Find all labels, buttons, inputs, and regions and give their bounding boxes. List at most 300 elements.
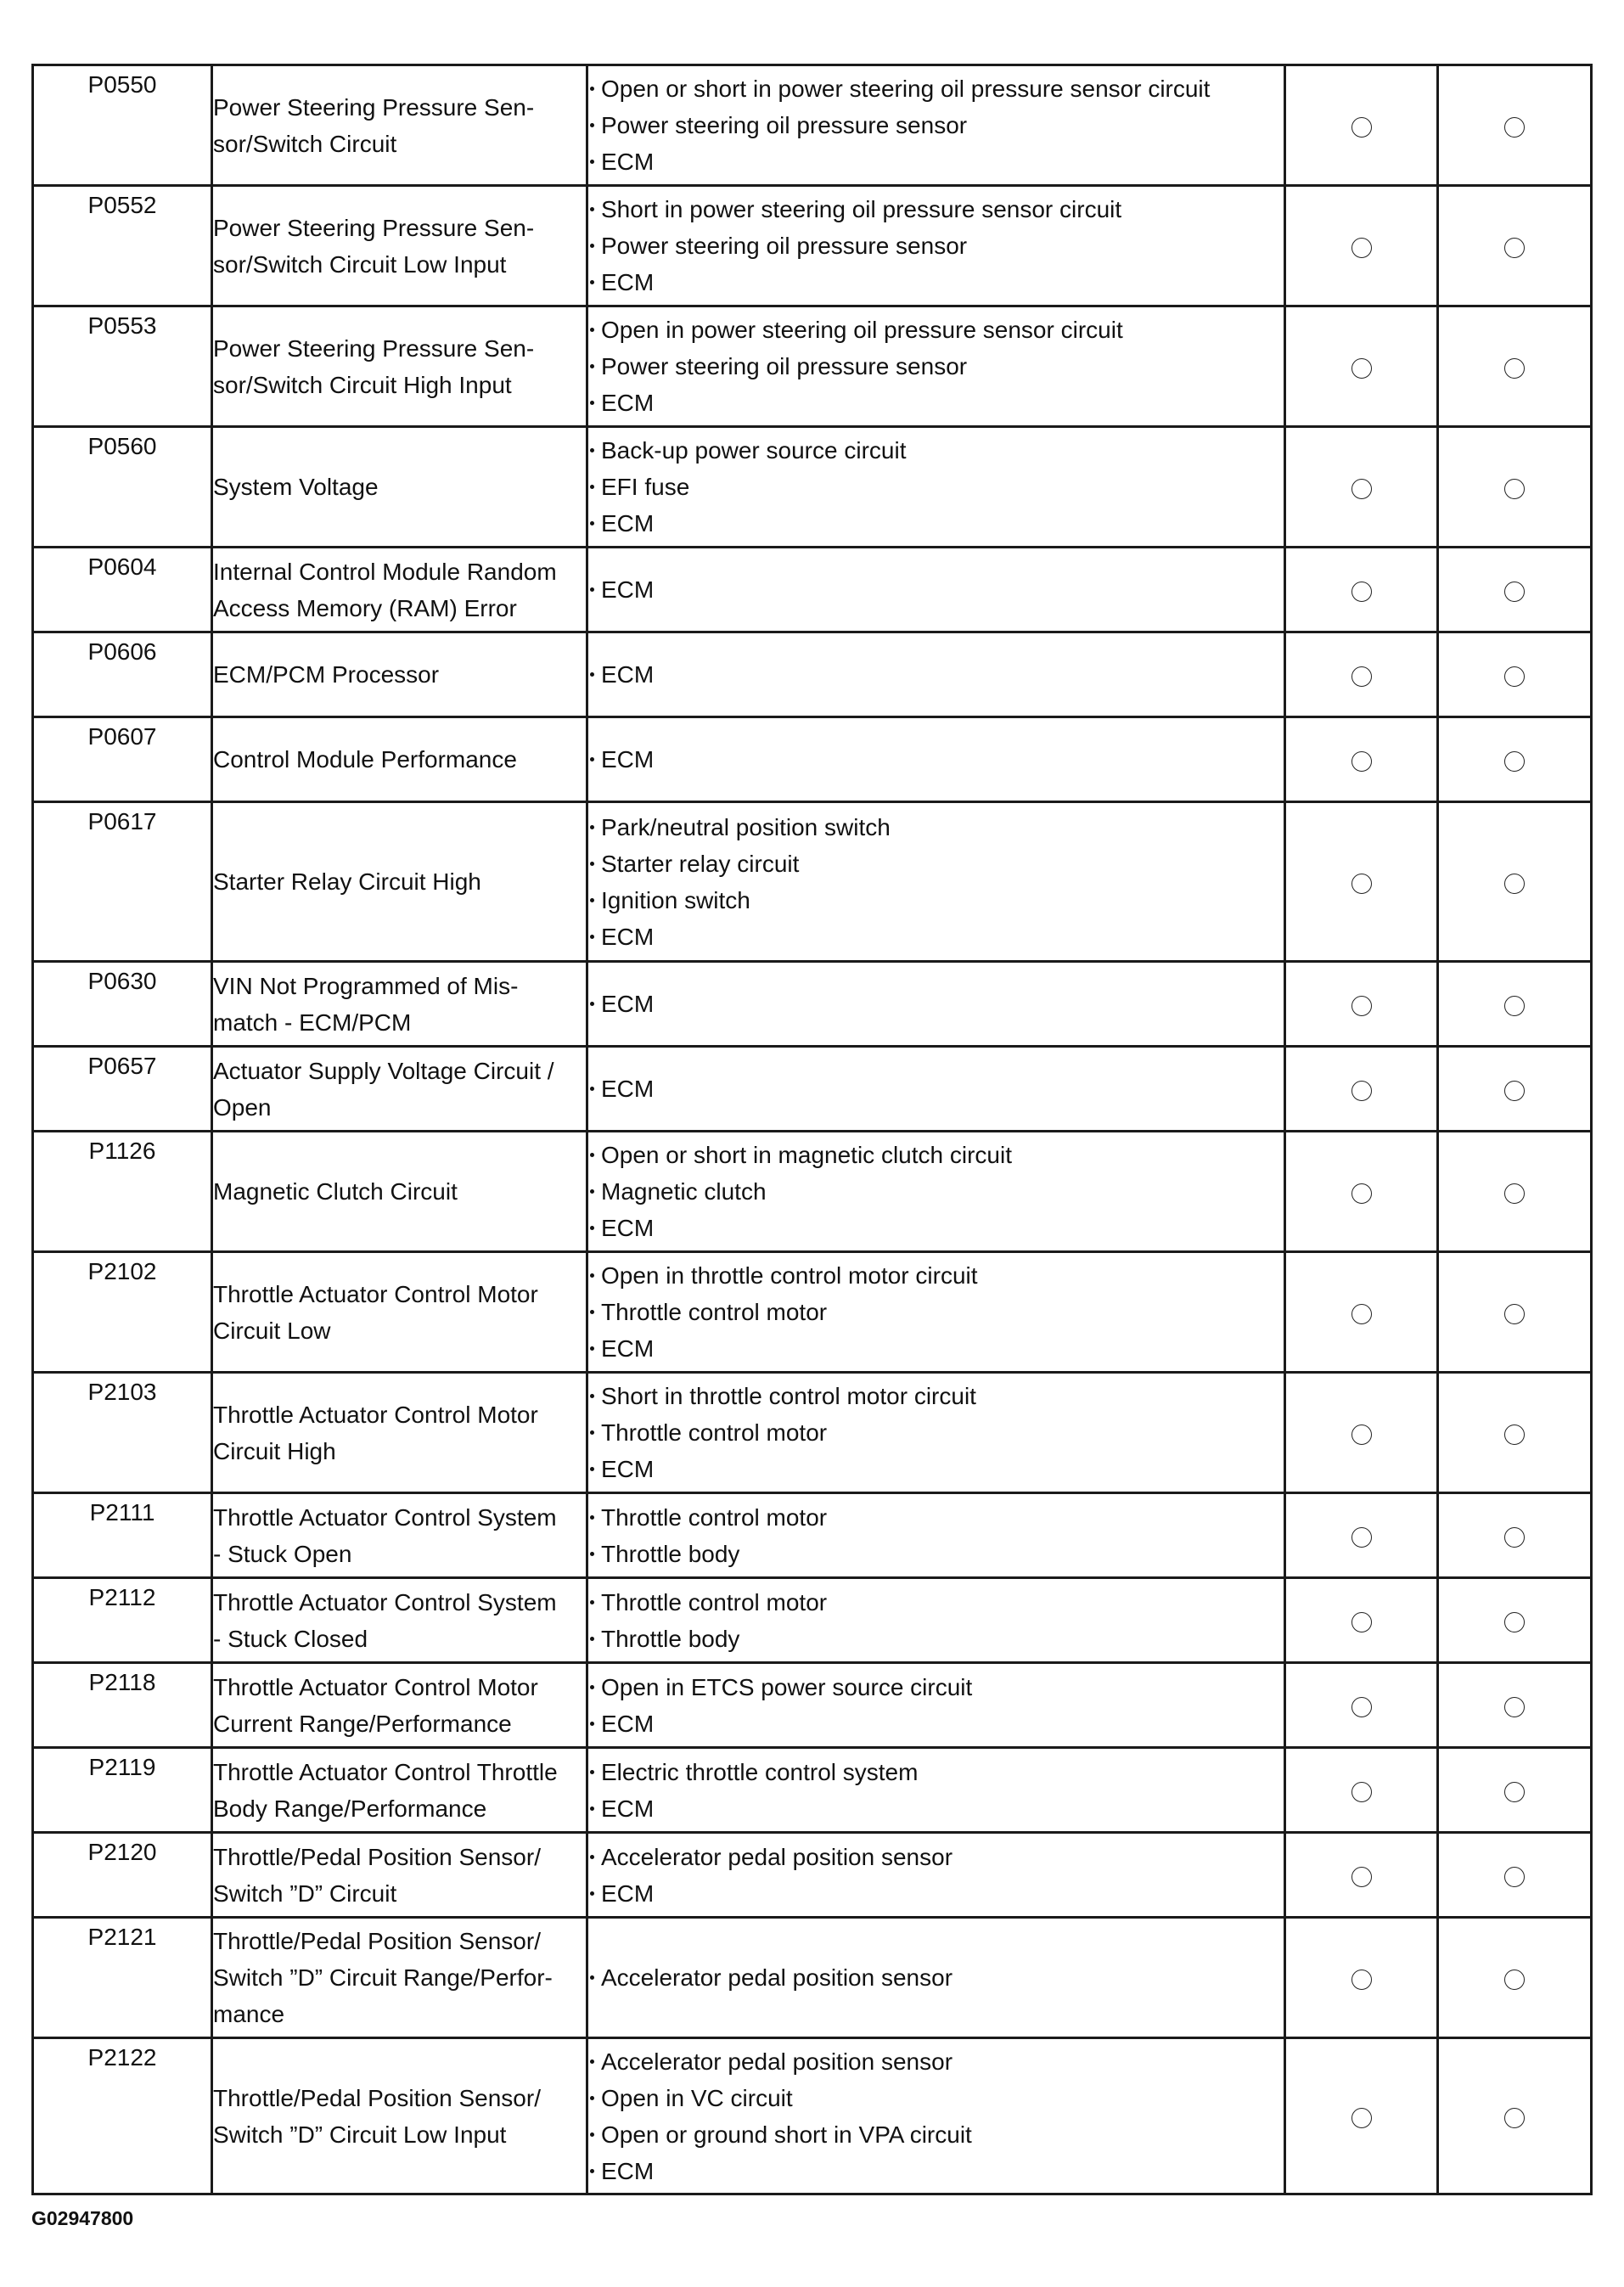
- trouble-area-text: Throttle control motor: [601, 1588, 828, 1616]
- bullet-icon: [590, 1552, 594, 1556]
- detection-item: [212, 632, 587, 717]
- trouble-area-text: Open in ETCS power source circuit: [601, 1673, 973, 1700]
- trouble-area-text: ECM: [601, 1710, 655, 1737]
- table-row: [33, 427, 1592, 548]
- trouble-area-text: ECM: [601, 746, 655, 773]
- trouble-area-item: [588, 1790, 1284, 1827]
- detection-item-line: sor/Switch Circuit Low Input: [213, 250, 507, 278]
- circle-icon: [1504, 1081, 1525, 1101]
- memory-indicator-cell: [1438, 802, 1592, 962]
- bullet-icon: [590, 1855, 594, 1859]
- detection-item-line: Switch ”D” Circuit Low Input: [213, 2121, 507, 2148]
- bullet-icon: [590, 160, 594, 164]
- trouble-area-item: [588, 1705, 1284, 1742]
- table-row: [33, 802, 1592, 962]
- bullet-icon: [590, 1722, 594, 1726]
- trouble-area-text: Park/neutral position switch: [601, 813, 891, 840]
- detection-item: [212, 1132, 587, 1252]
- trouble-area-text: ECM: [601, 390, 655, 416]
- bullet-icon: [590, 280, 594, 284]
- trouble-area-item: [588, 919, 1284, 955]
- trouble-area-text: Throttle control motor: [601, 1419, 828, 1446]
- trouble-area-text: Short in throttle control motor circuit: [601, 1383, 976, 1409]
- trouble-area-item: [588, 264, 1284, 301]
- mil-indicator-cell: [1285, 1833, 1438, 1918]
- circle-icon: [1351, 358, 1372, 379]
- memory-indicator-cell: [1438, 632, 1592, 717]
- trouble-area: [587, 1252, 1285, 1373]
- trouble-area-text: ECM: [601, 1456, 655, 1482]
- trouble-area: [587, 1047, 1285, 1132]
- mil-indicator-cell: [1285, 802, 1438, 962]
- bullet-icon: [590, 1153, 594, 1157]
- memory-indicator-cell: [1438, 1833, 1592, 1918]
- trouble-area-text: ECM: [601, 923, 655, 950]
- trouble-area-item: [588, 70, 1284, 107]
- trouble-area-item: [588, 1621, 1284, 1657]
- detection-item-line: Internal Control Module Random: [213, 558, 557, 585]
- trouble-area: [587, 1373, 1285, 1493]
- bullet-icon: [590, 1394, 594, 1398]
- detection-item: [212, 1663, 587, 1748]
- trouble-area-text: Throttle control motor: [601, 1299, 828, 1325]
- trouble-area-item: [588, 2080, 1284, 2116]
- circle-icon: [1504, 582, 1525, 602]
- trouble-area-item: [588, 1378, 1284, 1414]
- mil-indicator-cell: [1285, 1373, 1438, 1493]
- bullet-icon: [590, 87, 594, 91]
- bullet-icon: [590, 757, 594, 761]
- mil-indicator-cell: [1285, 306, 1438, 427]
- table-row: [33, 1373, 1592, 1493]
- trouble-area-item: [588, 107, 1284, 143]
- trouble-area-item: [588, 656, 1284, 693]
- mil-indicator-cell: [1285, 548, 1438, 632]
- bullet-icon: [590, 1002, 594, 1006]
- trouble-area-item: [588, 1536, 1284, 1572]
- circle-icon: [1351, 996, 1372, 1016]
- trouble-area-item: [588, 1669, 1284, 1705]
- trouble-area-text: Open in VC circuit: [601, 2084, 793, 2111]
- trouble-area-text: Magnetic clutch: [601, 1178, 767, 1205]
- trouble-area: [587, 717, 1285, 802]
- detection-item-line: ECM/PCM Processor: [213, 661, 440, 688]
- circle-icon: [1504, 1183, 1525, 1204]
- circle-icon: [1351, 1970, 1372, 1990]
- mil-indicator-cell: [1285, 1663, 1438, 1748]
- trouble-area: [587, 186, 1285, 306]
- bullet-icon: [590, 2169, 594, 2173]
- trouble-area-text: Back-up power source circuit: [601, 437, 907, 464]
- trouble-area-item: [588, 1330, 1284, 1367]
- detection-item-line: Throttle Actuator Control Motor: [213, 1673, 538, 1700]
- bullet-icon: [590, 1891, 594, 1896]
- circle-icon: [1351, 1424, 1372, 1445]
- table-row: [33, 1918, 1592, 2038]
- circle-icon: [1351, 1527, 1372, 1548]
- detection-item: [212, 427, 587, 548]
- trouble-area-item: [588, 143, 1284, 180]
- bullet-icon: [590, 1600, 594, 1604]
- detection-item: [212, 1047, 587, 1132]
- bullet-icon: [590, 1226, 594, 1230]
- detection-item: [212, 802, 587, 962]
- table-row: [33, 962, 1592, 1047]
- detection-item-line: Throttle/Pedal Position Sensor/: [213, 2084, 541, 2111]
- table-row: [33, 1493, 1592, 1578]
- trouble-area: [587, 802, 1285, 962]
- trouble-area-item: [588, 348, 1284, 385]
- trouble-area-item: [588, 2043, 1284, 2080]
- figure-id: G02947800: [31, 2207, 134, 2229]
- circle-icon: [1504, 479, 1525, 499]
- mil-indicator-cell: [1285, 1578, 1438, 1663]
- trouble-area-text: Ignition switch: [601, 886, 750, 913]
- circle-icon: [1351, 117, 1372, 138]
- bullet-icon: [590, 898, 594, 902]
- trouble-area-text: Open or ground short in VPA circuit: [601, 2121, 972, 2148]
- memory-indicator-cell: [1438, 306, 1592, 427]
- trouble-area-item: [588, 2116, 1284, 2153]
- detection-item: [212, 2038, 587, 2194]
- circle-icon: [1351, 1183, 1372, 1204]
- trouble-area-text: ECM: [601, 1076, 655, 1102]
- circle-icon: [1504, 117, 1525, 138]
- trouble-area-item: [588, 1137, 1284, 1173]
- trouble-area-item: [588, 312, 1284, 348]
- dtc-code: P0607: [33, 717, 212, 802]
- bullet-icon: [590, 2132, 594, 2137]
- table-row: [33, 632, 1592, 717]
- detection-item-line: sor/Switch Circuit: [213, 130, 397, 157]
- trouble-area-text: ECM: [601, 991, 655, 1017]
- detection-item-line: match - ECM/PCM: [213, 1009, 412, 1036]
- dtc-table-body: [33, 65, 1592, 2194]
- memory-indicator-cell: [1438, 1132, 1592, 1252]
- dtc-code: P0552: [33, 186, 212, 306]
- detection-item-line: System Voltage: [213, 474, 379, 500]
- dtc-code: P0604: [33, 548, 212, 632]
- trouble-area-text: ECM: [601, 1215, 655, 1241]
- table-row: [33, 1748, 1592, 1833]
- mil-indicator-cell: [1285, 186, 1438, 306]
- bullet-icon: [590, 244, 594, 248]
- memory-indicator-cell: [1438, 1047, 1592, 1132]
- detection-item-line: Circuit High: [213, 1437, 336, 1464]
- mil-indicator-cell: [1285, 1047, 1438, 1132]
- detection-item-line: Magnetic Clutch Circuit: [213, 1178, 458, 1205]
- trouble-area-item: [588, 1070, 1284, 1107]
- memory-indicator-cell: [1438, 962, 1592, 1047]
- dtc-code: P2119: [33, 1748, 212, 1833]
- dtc-code: P0550: [33, 65, 212, 186]
- trouble-area-text: ECM: [601, 149, 655, 175]
- mil-indicator-cell: [1285, 1132, 1438, 1252]
- bullet-icon: [590, 587, 594, 592]
- circle-icon: [1351, 751, 1372, 772]
- mil-indicator-cell: [1285, 1493, 1438, 1578]
- dtc-code: P0657: [33, 1047, 212, 1132]
- circle-icon: [1504, 1970, 1525, 1990]
- bullet-icon: [590, 1273, 594, 1278]
- memory-indicator-cell: [1438, 548, 1592, 632]
- trouble-area-item: [588, 1839, 1284, 1875]
- bullet-icon: [590, 935, 594, 939]
- table-row: [33, 1132, 1592, 1252]
- trouble-area-item: [588, 1173, 1284, 1210]
- memory-indicator-cell: [1438, 1493, 1592, 1578]
- trouble-area-item: [588, 1257, 1284, 1294]
- trouble-area-item: [588, 882, 1284, 919]
- bullet-icon: [590, 1467, 594, 1471]
- trouble-area: [587, 632, 1285, 717]
- circle-icon: [1351, 479, 1372, 499]
- trouble-area-item: [588, 1875, 1284, 1912]
- detection-item-line: Throttle Actuator Control Motor: [213, 1401, 538, 1428]
- table-row: [33, 186, 1592, 306]
- detection-item: [212, 1252, 587, 1373]
- dtc-code: P2120: [33, 1833, 212, 1918]
- mil-indicator-cell: [1285, 2038, 1438, 2194]
- bullet-icon: [590, 485, 594, 489]
- trouble-area-text: Throttle control motor: [601, 1503, 828, 1531]
- table-row: [33, 1252, 1592, 1373]
- table-row: [33, 65, 1592, 186]
- mil-indicator-cell: [1285, 1748, 1438, 1833]
- trouble-area-item: [588, 1959, 1284, 1996]
- detection-item-line: Circuit Low: [213, 1317, 331, 1344]
- trouble-area-item: [588, 1210, 1284, 1246]
- circle-icon: [1504, 2108, 1525, 2128]
- table-row: [33, 2038, 1592, 2194]
- mil-indicator-cell: [1285, 1252, 1438, 1373]
- detection-item: [212, 65, 587, 186]
- circle-icon: [1351, 666, 1372, 687]
- trouble-area-text: ECM: [601, 269, 655, 295]
- trouble-area: [587, 1748, 1285, 1833]
- table-row: [33, 306, 1592, 427]
- dtc-code: P2102: [33, 1252, 212, 1373]
- bullet-icon: [590, 1346, 594, 1351]
- bullet-icon: [590, 2059, 594, 2064]
- bullet-icon: [590, 1807, 594, 1811]
- mil-indicator-cell: [1285, 1918, 1438, 2038]
- trouble-area: [587, 1578, 1285, 1663]
- bullet-icon: [590, 672, 594, 677]
- detection-item: [212, 548, 587, 632]
- trouble-area-item: [588, 1499, 1284, 1536]
- mil-indicator-cell: [1285, 632, 1438, 717]
- detection-item-line: Throttle Actuator Control System: [213, 1588, 557, 1616]
- bullet-icon: [590, 448, 594, 452]
- trouble-area-item: [588, 505, 1284, 542]
- trouble-area-text: Starter relay circuit: [601, 850, 800, 877]
- detection-item-line: Switch ”D” Circuit: [213, 1880, 397, 1907]
- trouble-area-item: [588, 469, 1284, 505]
- trouble-area: [587, 1918, 1285, 2038]
- trouble-area-text: ECM: [601, 1880, 655, 1907]
- circle-icon: [1504, 874, 1525, 894]
- detection-item-line: Access Memory (RAM) Error: [213, 594, 517, 621]
- detection-item: [212, 962, 587, 1047]
- circle-icon: [1504, 1867, 1525, 1887]
- memory-indicator-cell: [1438, 186, 1592, 306]
- trouble-area-item: [588, 191, 1284, 228]
- circle-icon: [1504, 1697, 1525, 1717]
- circle-icon: [1351, 1304, 1372, 1324]
- trouble-area-item: [588, 846, 1284, 882]
- circle-icon: [1351, 1081, 1372, 1101]
- trouble-area-item: [588, 809, 1284, 846]
- dtc-code: P2111: [33, 1493, 212, 1578]
- trouble-area-text: EFI fuse: [601, 474, 690, 500]
- trouble-area-text: Open in power steering oil pressure sensor circuit: [601, 317, 1123, 343]
- trouble-area: [587, 306, 1285, 427]
- detection-item: [212, 1918, 587, 2038]
- dtc-code: P0553: [33, 306, 212, 427]
- detection-item-line: Control Module Performance: [213, 746, 517, 773]
- dtc-code: P2118: [33, 1663, 212, 1748]
- mil-indicator-cell: [1285, 717, 1438, 802]
- circle-icon: [1351, 238, 1372, 258]
- trouble-area-item: [588, 571, 1284, 608]
- table-row: [33, 717, 1592, 802]
- trouble-area-text: Throttle body: [601, 1625, 740, 1652]
- memory-indicator-cell: [1438, 1252, 1592, 1373]
- trouble-area: [587, 427, 1285, 548]
- circle-icon: [1351, 2108, 1372, 2128]
- dtc-code: P2122: [33, 2038, 212, 2194]
- detection-item-line: Throttle Actuator Control System: [213, 1503, 557, 1531]
- detection-item-line: Throttle/Pedal Position Sensor/: [213, 1928, 541, 1954]
- dtc-code: P0606: [33, 632, 212, 717]
- circle-icon: [1351, 1782, 1372, 1802]
- table-row: [33, 1833, 1592, 1918]
- trouble-area-text: Power steering oil pressure sensor: [601, 353, 968, 379]
- circle-icon: [1504, 666, 1525, 687]
- bullet-icon: [590, 521, 594, 525]
- trouble-area-text: ECM: [601, 1795, 655, 1822]
- circle-icon: [1504, 1527, 1525, 1548]
- trouble-area-item: [588, 986, 1284, 1022]
- circle-icon: [1351, 874, 1372, 894]
- table-row: [33, 1663, 1592, 1748]
- trouble-area: [587, 65, 1285, 186]
- detection-item-line: Open: [213, 1093, 272, 1121]
- detection-item-line: Throttle Actuator Control Motor: [213, 1280, 538, 1307]
- trouble-area-item: [588, 1414, 1284, 1451]
- detection-item-line: Power Steering Pressure Sen-: [213, 214, 535, 241]
- bullet-icon: [590, 1430, 594, 1435]
- detection-item-line: Actuator Supply Voltage Circuit /: [213, 1057, 554, 1084]
- bullet-icon: [590, 1310, 594, 1314]
- detection-item-line: Power Steering Pressure Sen-: [213, 334, 535, 362]
- bullet-icon: [590, 2096, 594, 2100]
- detection-item-line: Current Range/Performance: [213, 1710, 512, 1737]
- trouble-area-text: Accelerator pedal position sensor: [601, 1843, 953, 1870]
- bullet-icon: [590, 825, 594, 829]
- trouble-area-item: [588, 432, 1284, 469]
- detection-item-line: VIN Not Programmed of Mis-: [213, 972, 519, 999]
- dtc-code: P2103: [33, 1373, 212, 1493]
- trouble-area: [587, 548, 1285, 632]
- detection-item-line: Starter Relay Circuit High: [213, 868, 481, 895]
- trouble-area-item: [588, 228, 1284, 264]
- detection-item-line: - Stuck Open: [213, 1540, 352, 1567]
- detection-item: [212, 306, 587, 427]
- trouble-area-item: [588, 2153, 1284, 2189]
- bullet-icon: [590, 364, 594, 368]
- detection-item-line: sor/Switch Circuit High Input: [213, 371, 512, 398]
- memory-indicator-cell: [1438, 1578, 1592, 1663]
- circle-icon: [1504, 1424, 1525, 1445]
- detection-item-line: - Stuck Closed: [213, 1625, 368, 1652]
- bullet-icon: [590, 123, 594, 127]
- table-row: [33, 1047, 1592, 1132]
- circle-icon: [1504, 238, 1525, 258]
- bullet-icon: [590, 401, 594, 405]
- mil-indicator-cell: [1285, 65, 1438, 186]
- bullet-icon: [590, 1189, 594, 1194]
- detection-item-line: Body Range/Performance: [213, 1795, 487, 1822]
- circle-icon: [1351, 582, 1372, 602]
- circle-icon: [1351, 1697, 1372, 1717]
- trouble-area: [587, 962, 1285, 1047]
- trouble-area-text: ECM: [601, 510, 655, 537]
- dtc-code: P0617: [33, 802, 212, 962]
- trouble-area-text: ECM: [601, 576, 655, 603]
- detection-item: [212, 1493, 587, 1578]
- detection-item: [212, 1833, 587, 1918]
- trouble-area-text: ECM: [601, 661, 655, 688]
- detection-item: [212, 1578, 587, 1663]
- memory-indicator-cell: [1438, 427, 1592, 548]
- trouble-area: [587, 2038, 1285, 2194]
- memory-indicator-cell: [1438, 1918, 1592, 2038]
- detection-item: [212, 186, 587, 306]
- memory-indicator-cell: [1438, 65, 1592, 186]
- trouble-area: [587, 1833, 1285, 1918]
- circle-icon: [1504, 751, 1525, 772]
- bullet-icon: [590, 1087, 594, 1091]
- memory-indicator-cell: [1438, 717, 1592, 802]
- bullet-icon: [590, 1770, 594, 1774]
- trouble-area-item: [588, 1451, 1284, 1487]
- bullet-icon: [590, 862, 594, 866]
- circle-icon: [1504, 1782, 1525, 1802]
- dtc-code: P2121: [33, 1918, 212, 2038]
- mil-indicator-cell: [1285, 427, 1438, 548]
- trouble-area: [587, 1493, 1285, 1578]
- detection-item: [212, 1748, 587, 1833]
- trouble-area-text: Power steering oil pressure sensor: [601, 233, 968, 259]
- bullet-icon: [590, 1637, 594, 1641]
- memory-indicator-cell: [1438, 1748, 1592, 1833]
- circle-icon: [1504, 358, 1525, 379]
- dtc-code: P0560: [33, 427, 212, 548]
- memory-indicator-cell: [1438, 1663, 1592, 1748]
- circle-icon: [1504, 1304, 1525, 1324]
- detection-item-line: Switch ”D” Circuit Range/Perfor-: [213, 1964, 553, 1991]
- dtc-code: P1126: [33, 1132, 212, 1252]
- table-row: [33, 548, 1592, 632]
- detection-item-line: Throttle/Pedal Position Sensor/: [213, 1843, 541, 1870]
- trouble-area-text: Electric throttle control system: [601, 1758, 919, 1785]
- trouble-area-item: [588, 1294, 1284, 1330]
- trouble-area: [587, 1663, 1285, 1748]
- bullet-icon: [590, 328, 594, 332]
- trouble-area-text: Accelerator pedal position sensor: [601, 2048, 953, 2075]
